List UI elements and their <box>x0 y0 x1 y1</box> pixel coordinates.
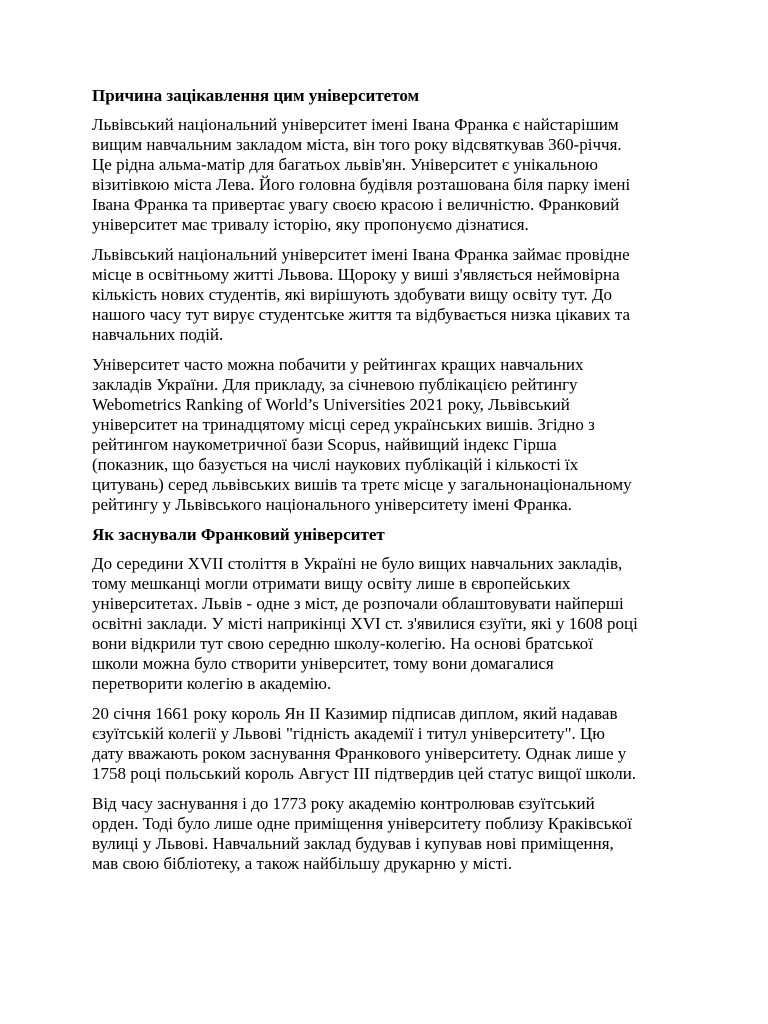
paragraph <box>92 115 690 235</box>
text-line: 1758 році польський король Август III підтвердив цей статус вищої школи. <box>92 764 637 783</box>
text-line: вони відкрили тут свою середню школу-колегію. На основі братської <box>92 634 594 653</box>
text-line: Львівський національний університет імені Івана Франка є найстарішим <box>92 115 619 134</box>
text-line: Університет часто можна побачити у рейтингах кращих навчальних <box>92 355 584 374</box>
text-line: рейтингом наукометричної бази Scopus, найвищий індекс Гірша <box>92 435 557 454</box>
text-line: єзуїтській колегії у Львові "гідність академії і титул університету". Цю <box>92 724 606 743</box>
text-line: цитувань) серед львівських вишів та третє місце у загальнонаціональному <box>92 475 632 494</box>
section-heading: Причина зацікавлення цим університетом <box>92 86 420 105</box>
text-line: візитівкою міста Лева. Його головна будівля розташована біля парку імені <box>92 175 631 194</box>
text-line: університет має тривалу історію, яку пропонуємо дізнатися. <box>92 215 529 234</box>
text-line: Від часу заснування і до 1773 року академію контролював єзуїтський <box>92 794 595 813</box>
text-line: мав свою бібліотеку, а також найбільшу друкарню у місті. <box>92 854 513 873</box>
section-heading: Як заснували Франковий університет <box>92 525 385 544</box>
text-line: дату вважають роком заснування Франкового університету. Однак лише у <box>92 744 627 763</box>
text-line: вищим навчальним закладом міста, він того року відсвяткував 360-річчя. <box>92 135 622 154</box>
text-line: Львівський національний університет імені Івана Франка займає провідне <box>92 245 630 264</box>
text-line: університетах. Львів - одне з міст, де розпочали облаштовувати найперші <box>92 594 624 613</box>
paragraph <box>92 355 690 515</box>
text-line: Webometrics Ranking of World’s Universities 2021 року, Львівський <box>92 395 570 414</box>
text-line: вулиці у Львові. Навчальний заклад будував і купував нові приміщення, <box>92 834 614 853</box>
text-line: закладів України. Для прикладу, за січневою публікацією рейтингу <box>92 375 578 394</box>
paragraph <box>92 794 690 874</box>
text-line: перетворити колегію в академію. <box>92 674 332 693</box>
text-line: освітні заклади. У місті наприкінці XVI ст. з'явилися єзуїти, які у 1608 році <box>92 614 638 633</box>
text-line: тому мешканці могли отримати вищу освіту лише в європейських <box>92 574 571 593</box>
text-line: навчальних подій. <box>92 325 224 344</box>
paragraph <box>92 245 690 345</box>
text-line: 20 січня 1661 року король Ян II Казимир підписав диплом, який надавав <box>92 704 618 723</box>
text-line: До середини XVII століття в Україні не було вищих навчальних закладів, <box>92 554 623 573</box>
text-line: школи можна було створити університет, тому вони домагалися <box>92 654 554 673</box>
paragraph <box>92 704 690 784</box>
document-body <box>92 86 690 884</box>
text-line: кількість нових студентів, які вирішують здобувати вищу освіту тут. До <box>92 285 613 304</box>
text-line: Це рідна альма-матір для багатьох львів'ян. Університет є унікальною <box>92 155 598 174</box>
text-line: нашого часу тут вирує студентське життя та відбувається низка цікавих та <box>92 305 631 324</box>
text-line: місце в освітньому житті Львова. Щороку у виші з'являється неймовірна <box>92 265 620 284</box>
text-line: орден. Тоді було лише одне приміщення університету поблизу Краківської <box>92 814 632 833</box>
text-line: (показник, що базується на числі наукових публікацій і кількості їх <box>92 455 579 474</box>
text-line: рейтингу у Львівського національного університету імені Франка. <box>92 495 572 514</box>
paragraph <box>92 554 690 694</box>
text-line: Івана Франка та привертає увагу своєю красою і величністю. Франковий <box>92 195 620 214</box>
text-line: університет на тринадцятому місці серед українських вишів. Згідно з <box>92 415 595 434</box>
